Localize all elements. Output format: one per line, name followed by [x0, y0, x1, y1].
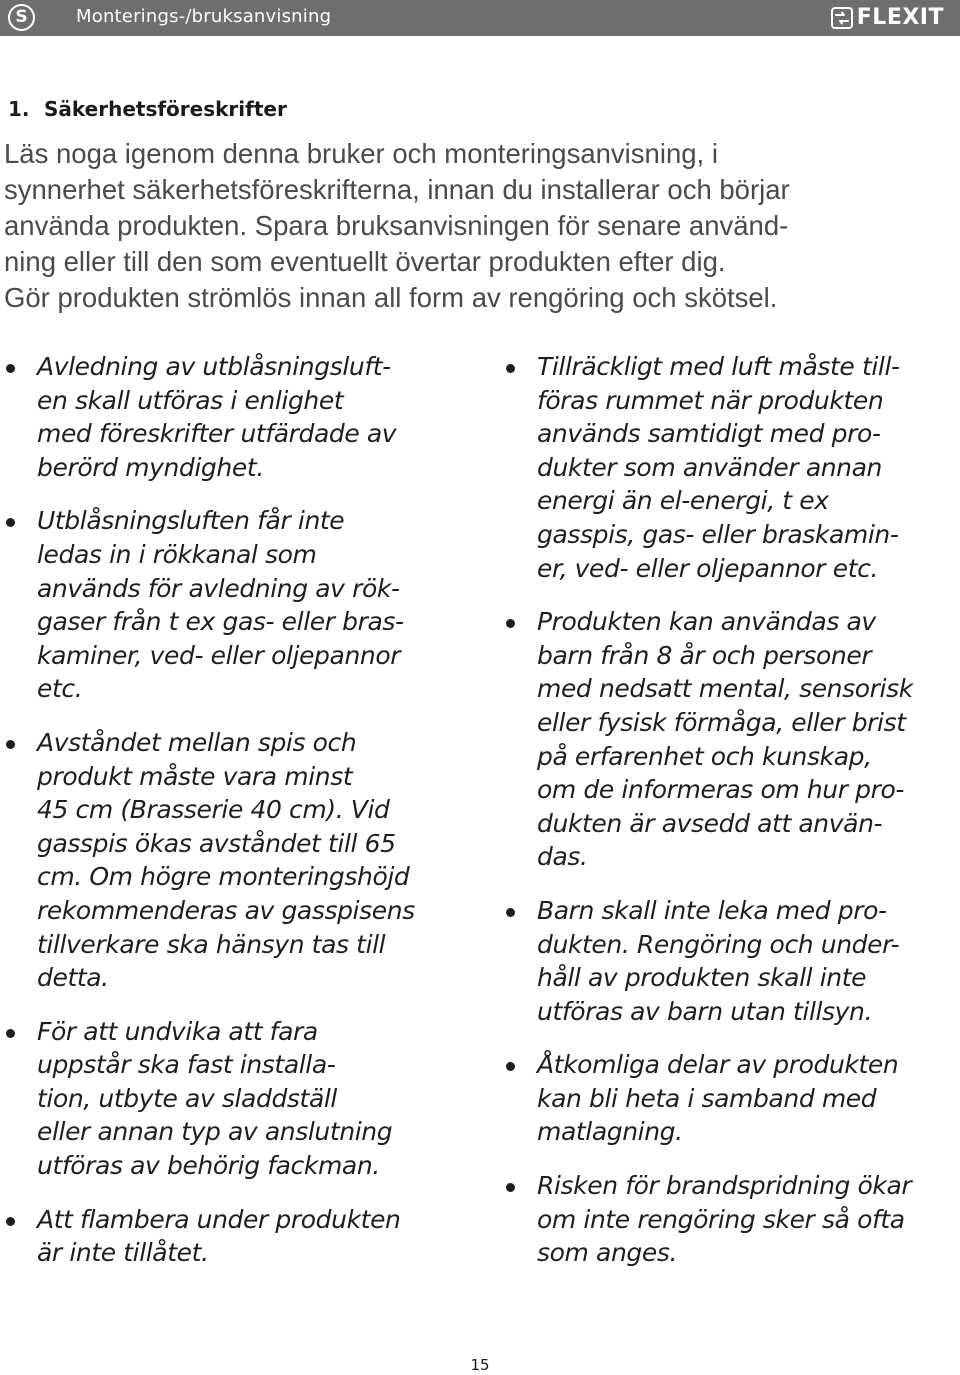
document-title: Monterings-/bruksanvisning	[76, 6, 332, 27]
bullet-icon	[6, 364, 15, 373]
bullet-text: Utblåsningsluften får inte ledas in i rökkanal som används för avledning av rök- gaser från t ex gas- eller bras- kaminer, ved- eller oljepannor etc.	[37, 506, 404, 704]
bullet-icon	[506, 364, 515, 373]
bullet-text: Produkten kan användas av barn från 8 år och personer med nedsatt mental, sensorisk eller fysisk förmåga, eller brist på erfarenhet och kunskap, om de informeras om hur pro- dukten är avsedd att använ- das.	[537, 607, 913, 872]
brand-logo	[831, 5, 944, 30]
language-badge: S	[8, 4, 35, 31]
bullet-text: För att undvika att fara uppstår ska fast installa- tion, utbyte av sladdställ eller annan typ av anslutning utföras av behörig fackman.	[37, 1016, 393, 1181]
bullet-text: Att flambera under produkten är inte tillåtet.	[37, 1204, 401, 1268]
bullet-text: Åtkomliga delar av produkten kan bli heta i samband med matlagning.	[537, 1050, 899, 1147]
bullet-text: Avledning av utblåsningsluft- en skall utföras i enlighet med föreskrifter utfärdade av berörd myndighet.	[37, 352, 397, 482]
list-item	[4, 1015, 474, 1183]
page-number: 15	[470, 1356, 490, 1374]
intro-paragraph: Läs noga igenom denna bruker och monteringsanvisning, i synnerhet säkerhetsföreskrifterna, innan du installerar och börjar använda produkten. Spara bruksanvisningen för senare använd- ning eller till den som eventuellt övertar produkten efter dig. Gör produkten strömlös innan all form av rengöring och skötsel.	[4, 138, 790, 313]
list-item	[504, 1048, 960, 1149]
list-item	[504, 894, 960, 1028]
bullet-text: Tillräckligt med luft måste till- föras rummet när produkten används samtidigt med pro- dukter som använder annan energi än el-energi, t ex gasspis, gas- eller braskamin- er, ved- eller oljepannor etc.	[537, 352, 900, 583]
section-heading	[8, 97, 287, 121]
list-item	[504, 605, 960, 874]
list-item	[4, 1203, 474, 1270]
section-number: 1.	[8, 97, 30, 121]
bullet-icon	[6, 1217, 15, 1226]
bullet-icon	[6, 1029, 15, 1038]
bullet-icon	[506, 908, 515, 917]
bullet-icon	[6, 740, 15, 749]
right-bullet-list	[504, 350, 960, 1290]
list-item	[504, 350, 960, 585]
bullet-icon	[506, 619, 515, 628]
bullet-icon	[6, 518, 15, 527]
bullet-text: Risken för brandspridning ökar om inte rengöring sker så ofta som anges.	[537, 1171, 912, 1268]
list-item	[4, 504, 474, 706]
section-title: Säkerhetsföreskrifter	[44, 97, 287, 121]
list-item	[4, 350, 474, 484]
left-bullet-list	[4, 350, 474, 1290]
bullet-text: Avståndet mellan spis och produkt måste vara minst 45 cm (Brasserie 40 cm). Vid gasspis ökas avståndet till 65 cm. Om högre monteringshöjd rekommenderas av gasspisens tillverkare ska hänsyn tas till detta.	[37, 727, 415, 993]
bullet-icon	[506, 1062, 515, 1071]
header-bar	[0, 0, 960, 36]
flexit-logo-icon	[831, 7, 853, 29]
list-item	[4, 726, 474, 995]
brand-name: FLEXIT	[856, 5, 944, 30]
bullet-icon	[506, 1183, 515, 1192]
list-item	[504, 1169, 960, 1270]
bullet-text: Barn skall inte leka med pro- dukten. Rengöring och under- håll av produkten skall inte utföras av barn utan tillsyn.	[537, 895, 900, 1026]
